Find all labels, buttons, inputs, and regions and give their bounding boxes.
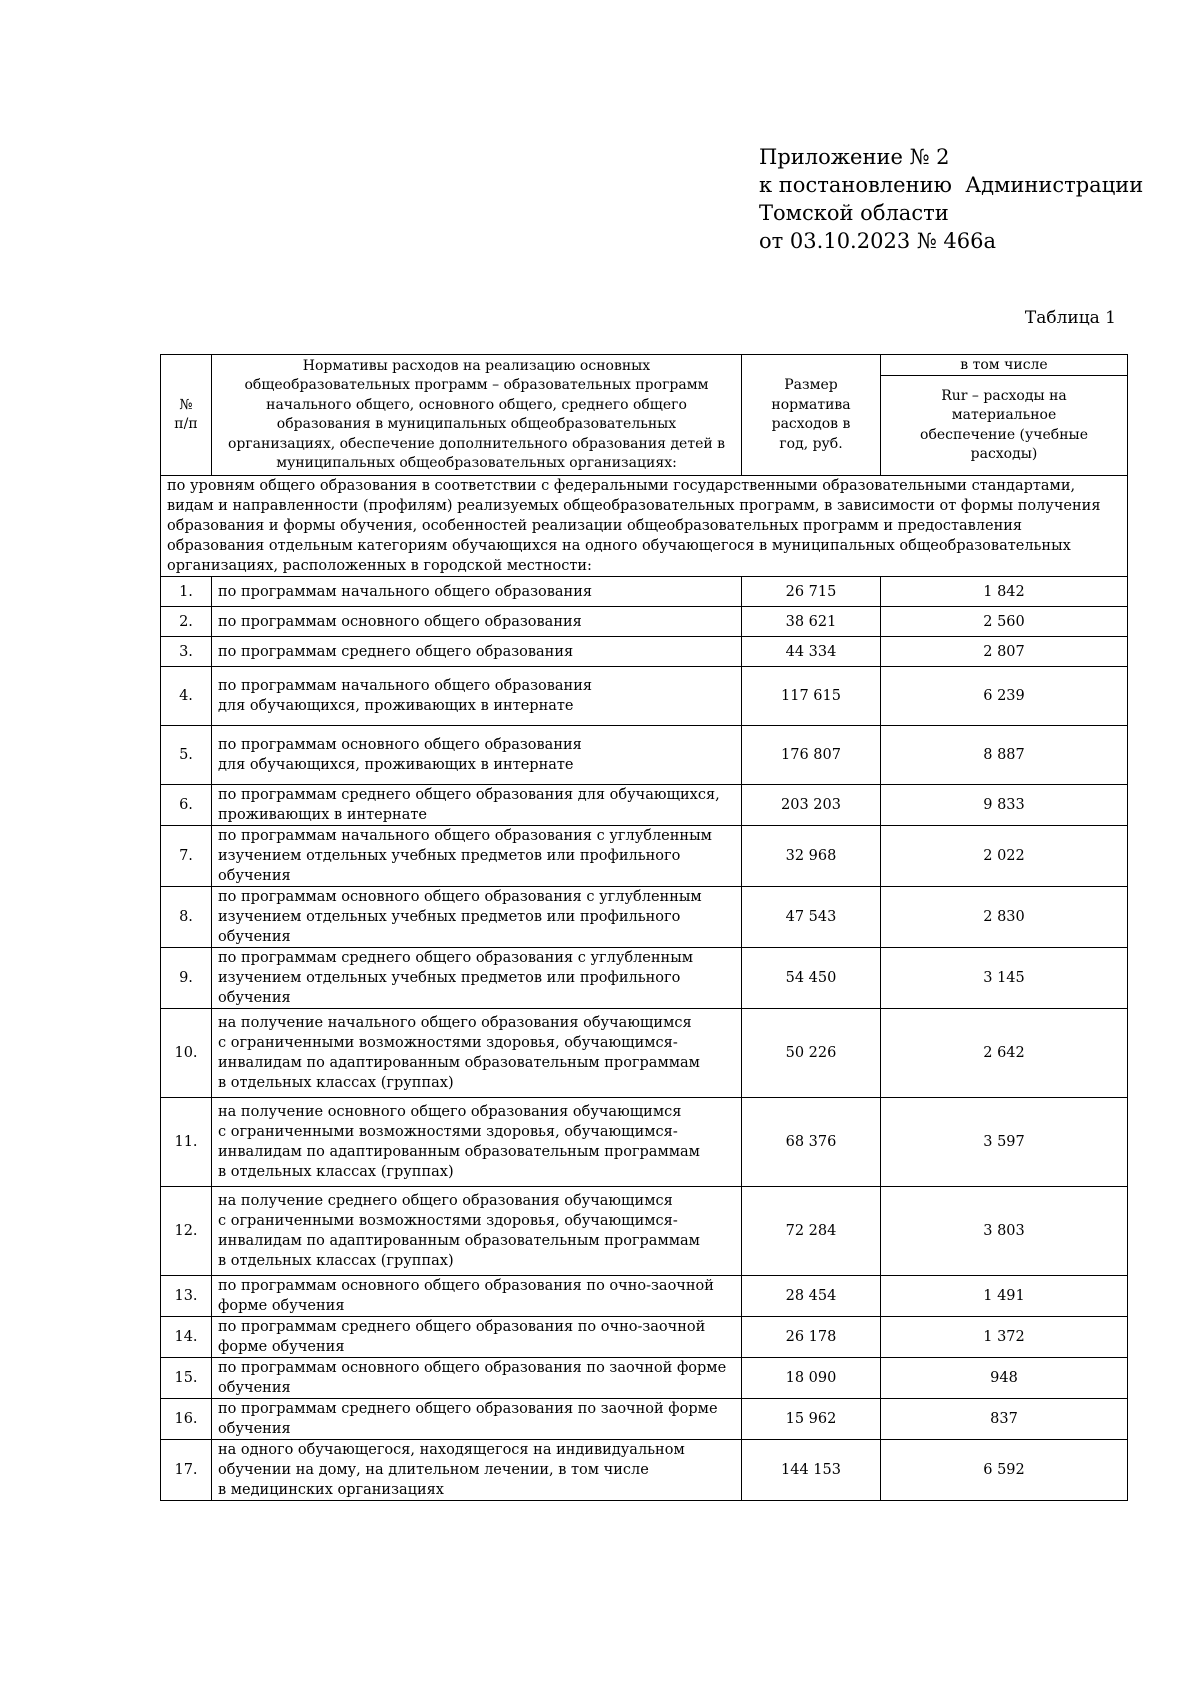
row-size: 44 334 bbox=[742, 637, 881, 667]
row-description: по программам основного общего образования для обучающихся, проживающих в интернате bbox=[212, 726, 742, 785]
header-num: № п/п bbox=[161, 355, 212, 476]
row-rur: 948 bbox=[881, 1358, 1128, 1399]
row-rur: 2 642 bbox=[881, 1009, 1128, 1098]
row-num: 3. bbox=[161, 637, 212, 667]
appendix-line-1: Приложение № 2 bbox=[759, 145, 950, 169]
table-row bbox=[161, 887, 1128, 948]
table-row bbox=[161, 607, 1128, 637]
row-rur: 2 830 bbox=[881, 887, 1128, 948]
table-row bbox=[161, 826, 1128, 887]
table-row bbox=[161, 1009, 1128, 1098]
row-description: на получение начального общего образования обучающимся с ограниченными возможностями здоровья, обучающимся-инвалидам по адаптированным образовательным программам в отдельных классах (группах) bbox=[212, 1009, 742, 1098]
row-rur: 837 bbox=[881, 1399, 1128, 1440]
row-description: по программам среднего общего образования с углубленным изучением отдельных учебных предметов или профильного обучения bbox=[212, 948, 742, 1009]
table-row bbox=[161, 1358, 1128, 1399]
row-num: 11. bbox=[161, 1098, 212, 1187]
row-num: 13. bbox=[161, 1276, 212, 1317]
row-size: 54 450 bbox=[742, 948, 881, 1009]
table-row bbox=[161, 948, 1128, 1009]
row-description: на получение основного общего образования обучающимся с ограниченными возможностями здоровья, обучающимся-инвалидам по адаптированным образовательным программам в отдельных классах (группах) bbox=[212, 1098, 742, 1187]
row-num: 10. bbox=[161, 1009, 212, 1098]
row-description: по программам среднего общего образования для обучающихся, проживающих в интернате bbox=[212, 785, 742, 826]
row-description: по программам начального общего образования для обучающихся, проживающих в интернате bbox=[212, 667, 742, 726]
table-row bbox=[161, 785, 1128, 826]
table-row bbox=[161, 1187, 1128, 1276]
row-description: по программам среднего общего образования по заочной форме обучения bbox=[212, 1399, 742, 1440]
table-row bbox=[161, 726, 1128, 785]
row-size: 15 962 bbox=[742, 1399, 881, 1440]
row-num: 15. bbox=[161, 1358, 212, 1399]
row-size: 117 615 bbox=[742, 667, 881, 726]
row-num: 4. bbox=[161, 667, 212, 726]
row-rur: 9 833 bbox=[881, 785, 1128, 826]
row-num: 17. bbox=[161, 1440, 212, 1501]
row-rur: 1 491 bbox=[881, 1276, 1128, 1317]
row-description: по программам начального общего образования с углубленным изучением отдельных учебных предметов или профильного обучения bbox=[212, 826, 742, 887]
appendix-heading bbox=[759, 143, 1143, 255]
appendix-line-4: от 03.10.2023 № 466а bbox=[759, 229, 996, 253]
row-rur: 2 807 bbox=[881, 637, 1128, 667]
header-including: в том числе bbox=[881, 355, 1128, 376]
row-size: 144 153 bbox=[742, 1440, 881, 1501]
row-rur: 1 372 bbox=[881, 1317, 1128, 1358]
table-row bbox=[161, 1440, 1128, 1501]
table-row bbox=[161, 1276, 1128, 1317]
row-size: 47 543 bbox=[742, 887, 881, 948]
table-row bbox=[161, 1317, 1128, 1358]
row-num: 7. bbox=[161, 826, 212, 887]
table-caption: Таблица 1 bbox=[1024, 308, 1116, 328]
row-description: по программам основного общего образования с углубленным изучением отдельных учебных предметов или профильного обучения bbox=[212, 887, 742, 948]
table-row bbox=[161, 1098, 1128, 1187]
row-size: 28 454 bbox=[742, 1276, 881, 1317]
row-description: по программам среднего общего образования по очно-заочной форме обучения bbox=[212, 1317, 742, 1358]
table-row bbox=[161, 577, 1128, 607]
row-size: 68 376 bbox=[742, 1098, 881, 1187]
row-rur: 8 887 bbox=[881, 726, 1128, 785]
row-num: 2. bbox=[161, 607, 212, 637]
norms-table bbox=[160, 354, 1128, 1501]
row-description: на получение среднего общего образования обучающимся с ограниченными возможностями здоровья, обучающимся-инвалидам по адаптированным образовательным программам в отдельных классах (группах) bbox=[212, 1187, 742, 1276]
appendix-line-2: к постановлению Администрации bbox=[759, 173, 1144, 197]
row-description: по программам основного общего образования по заочной форме обучения bbox=[212, 1358, 742, 1399]
row-size: 176 807 bbox=[742, 726, 881, 785]
row-rur: 1 842 bbox=[881, 577, 1128, 607]
row-size: 50 226 bbox=[742, 1009, 881, 1098]
row-description: по программам начального общего образования bbox=[212, 577, 742, 607]
table-row bbox=[161, 637, 1128, 667]
row-num: 8. bbox=[161, 887, 212, 948]
row-num: 9. bbox=[161, 948, 212, 1009]
row-rur: 2 560 bbox=[881, 607, 1128, 637]
header-row bbox=[161, 355, 1128, 376]
row-rur: 3 145 bbox=[881, 948, 1128, 1009]
row-rur: 6 239 bbox=[881, 667, 1128, 726]
row-size: 18 090 bbox=[742, 1358, 881, 1399]
row-rur: 2 022 bbox=[881, 826, 1128, 887]
table-row bbox=[161, 1399, 1128, 1440]
row-size: 32 968 bbox=[742, 826, 881, 887]
row-size: 38 621 bbox=[742, 607, 881, 637]
row-size: 72 284 bbox=[742, 1187, 881, 1276]
row-rur: 3 597 bbox=[881, 1098, 1128, 1187]
row-num: 14. bbox=[161, 1317, 212, 1358]
row-num: 12. bbox=[161, 1187, 212, 1276]
row-rur: 3 803 bbox=[881, 1187, 1128, 1276]
header-norms: Нормативы расходов на реализацию основных общеобразовательных программ – образовательных программ начального общего, основного общего, среднего общего образования в муниципальных общеобразовательных организациях, обеспечение дополнительного образования детей в муниципальных общеобразовательных организациях: bbox=[212, 355, 742, 476]
section-description: по уровням общего образования в соответствии с федеральными государственными образовательными стандартами, видам и направленности (профилям) реализуемых общеобразовательных программ, в зависимости от формы получения образования и формы обучения, особенностей реализации общеобразовательных программ и предоставления образования отдельным категориям обучающихся на одного обучающегося в муниципальных общеобразовательных организациях, расположенных в городской местности: bbox=[161, 476, 1128, 577]
row-rur: 6 592 bbox=[881, 1440, 1128, 1501]
section-row bbox=[161, 476, 1128, 577]
table-row bbox=[161, 667, 1128, 726]
row-num: 1. bbox=[161, 577, 212, 607]
appendix-line-3: Томской области bbox=[759, 201, 949, 225]
header-rur: Rur – расходы на материальное обеспечение (учебные расходы) bbox=[881, 376, 1128, 476]
row-description: по программам среднего общего образования bbox=[212, 637, 742, 667]
row-size: 203 203 bbox=[742, 785, 881, 826]
row-num: 5. bbox=[161, 726, 212, 785]
row-num: 16. bbox=[161, 1399, 212, 1440]
row-description: по программам основного общего образования bbox=[212, 607, 742, 637]
row-description: по программам основного общего образования по очно-заочной форме обучения bbox=[212, 1276, 742, 1317]
row-size: 26 178 bbox=[742, 1317, 881, 1358]
row-description: на одного обучающегося, находящегося на индивидуальном обучении на дому, на длительном лечении, в том числе в медицинских организациях bbox=[212, 1440, 742, 1501]
row-num: 6. bbox=[161, 785, 212, 826]
row-size: 26 715 bbox=[742, 577, 881, 607]
header-size: Размер норматива расходов в год, руб. bbox=[742, 355, 881, 476]
